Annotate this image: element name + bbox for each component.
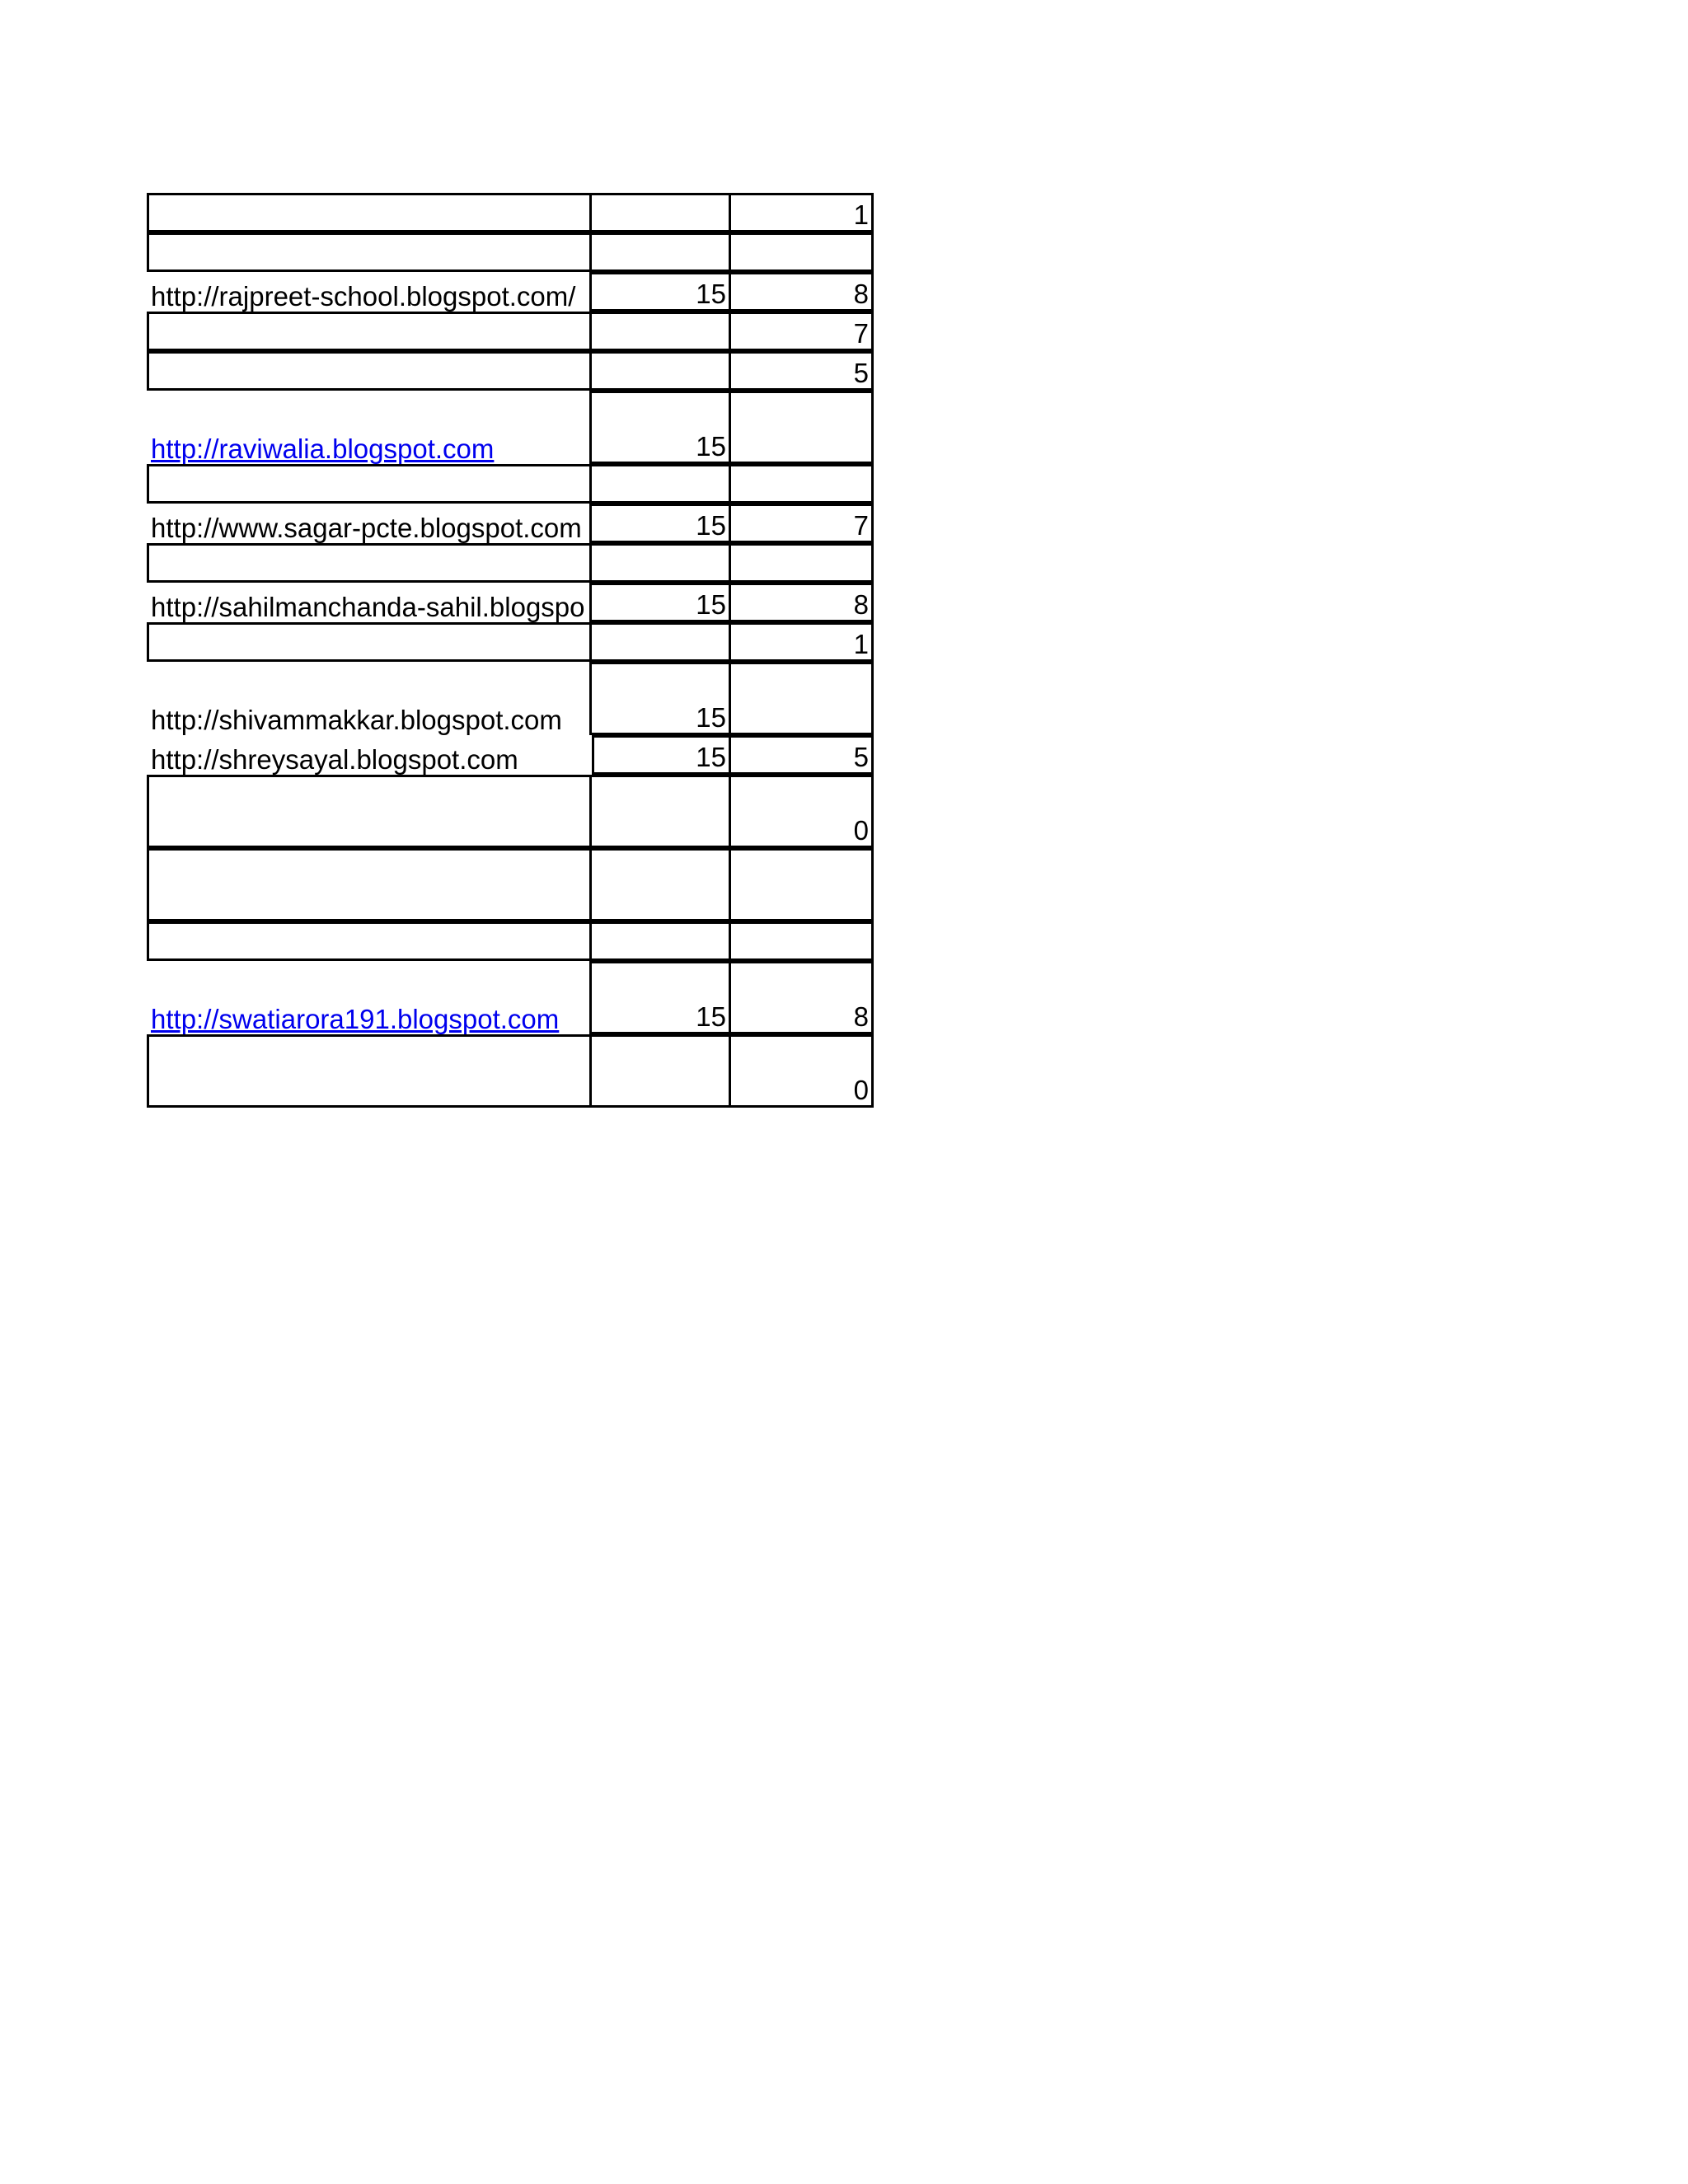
score-value: 15 — [696, 589, 726, 620]
url-cell — [147, 921, 592, 961]
score-cell — [592, 543, 731, 583]
count-cell — [731, 622, 874, 662]
count-value: 1 — [853, 629, 869, 659]
count-value: 7 — [853, 510, 869, 541]
url-cell — [147, 662, 592, 735]
blog-url-text: http://shreysayal.blogspot.com — [151, 744, 518, 775]
count-cell — [731, 391, 874, 464]
score-cell — [592, 583, 731, 622]
score-value: 15 — [696, 510, 726, 541]
score-cell — [592, 735, 731, 775]
url-cell — [147, 735, 592, 775]
score-cell — [592, 351, 731, 391]
count-value: 5 — [853, 742, 869, 772]
url-cell — [147, 272, 592, 312]
blog-url-text: http://rajpreet-school.blogspot.com/ — [151, 281, 576, 312]
count-value: 0 — [853, 815, 869, 846]
score-cell — [592, 1034, 731, 1108]
count-value: 8 — [853, 589, 869, 620]
score-value: 15 — [696, 431, 726, 462]
blog-url-text: http://sahilmanchanda-sahil.blogspo — [151, 592, 585, 622]
url-cell — [147, 775, 592, 848]
score-cell — [592, 775, 731, 848]
score-cell — [592, 391, 731, 464]
count-cell — [731, 775, 874, 848]
count-cell — [731, 351, 874, 391]
count-cell — [731, 961, 874, 1034]
count-value: 5 — [853, 358, 869, 388]
count-cell — [731, 921, 874, 961]
score-cell — [592, 662, 731, 735]
count-cell — [731, 272, 874, 312]
score-cell — [592, 921, 731, 961]
blog-link[interactable]: http://raviwalia.blogspot.com — [151, 434, 495, 464]
count-cell — [731, 193, 874, 232]
score-cell — [592, 848, 731, 921]
url-cell[interactable] — [147, 961, 592, 1034]
url-cell — [147, 232, 592, 272]
score-cell — [592, 272, 731, 312]
score-value: 15 — [696, 702, 726, 733]
url-cell — [147, 464, 592, 504]
count-value: 8 — [853, 279, 869, 309]
count-cell — [731, 848, 874, 921]
score-cell — [592, 622, 731, 662]
url-cell — [147, 193, 592, 232]
count-cell — [731, 583, 874, 622]
count-cell — [731, 1034, 874, 1108]
count-value: 0 — [853, 1075, 869, 1105]
count-cell — [731, 735, 874, 775]
count-cell — [731, 464, 874, 504]
score-cell — [592, 312, 731, 351]
score-cell — [592, 232, 731, 272]
count-cell — [731, 232, 874, 272]
url-cell — [147, 351, 592, 391]
count-value: 8 — [853, 1001, 869, 1032]
count-cell — [731, 504, 874, 543]
score-value: 15 — [696, 279, 726, 309]
count-cell — [731, 662, 874, 735]
score-value: 15 — [696, 1001, 726, 1032]
count-value: 7 — [853, 318, 869, 349]
score-cell — [592, 504, 731, 543]
url-cell — [147, 848, 592, 921]
spreadsheet-table — [147, 193, 874, 1117]
url-cell — [147, 312, 592, 351]
url-cell — [147, 504, 592, 543]
count-cell — [731, 543, 874, 583]
count-cell — [731, 312, 874, 351]
blog-link[interactable]: http://swatiarora191.blogspot.com — [151, 1004, 560, 1034]
score-cell — [592, 464, 731, 504]
score-cell — [592, 193, 731, 232]
url-cell[interactable] — [147, 391, 592, 464]
score-cell — [592, 961, 731, 1034]
score-value: 15 — [696, 742, 726, 772]
blog-url-text: http://shivammakkar.blogspot.com — [151, 705, 562, 735]
url-cell — [147, 622, 592, 662]
url-cell — [147, 543, 592, 583]
url-cell — [147, 1034, 592, 1108]
blog-url-text: http://www.sagar-pcte.blogspot.com — [151, 513, 582, 543]
url-cell — [147, 583, 592, 622]
count-value: 1 — [853, 199, 869, 230]
